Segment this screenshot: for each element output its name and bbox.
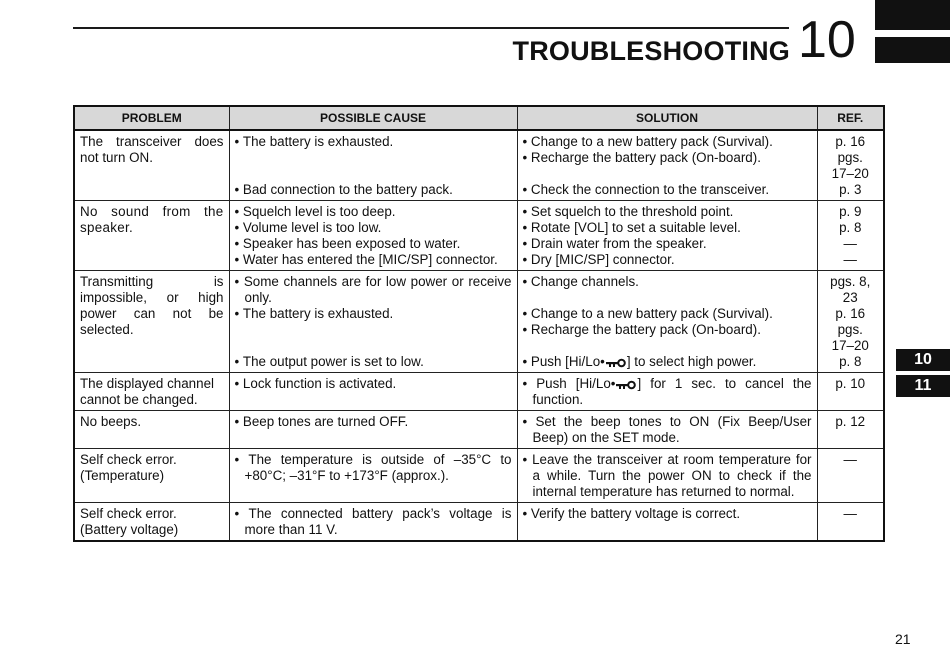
page-ref: p. 16 (835, 306, 866, 321)
key-icon (606, 358, 626, 368)
cause-cell (229, 411, 517, 449)
side-tab-chapter-11[interactable]: 11 (896, 375, 950, 397)
page-ref: 17–20 (831, 166, 869, 181)
solution-cell (517, 411, 817, 449)
header-ref: REF. (817, 106, 884, 130)
problem-text: The displayed channel cannot be changed. (80, 376, 214, 407)
page-ref: p. 8 (839, 220, 862, 235)
cause-item: • Speaker has been exposed to water. (235, 236, 512, 252)
cause-item: • Lock function is activated. (235, 376, 512, 392)
page-title: TROUBLESHOOTING (512, 36, 790, 66)
solution-item: • Verify the battery voltage is correct. (523, 506, 812, 522)
table-row (74, 373, 884, 411)
solution-cell (517, 503, 817, 542)
page-ref: p. 9 (839, 204, 862, 219)
chapter-tab-block-top (875, 0, 950, 30)
side-tab-chapter-10[interactable]: 10 (896, 349, 950, 371)
ref-cell (817, 373, 884, 411)
problem-text: No sound from the speaker. (80, 204, 224, 235)
ref-cell (817, 449, 884, 503)
cause-item: • Bad connection to the battery pack. (235, 182, 512, 198)
solution-cell (517, 373, 817, 411)
problem-text: Self check error. (Battery voltage) (80, 506, 179, 537)
table-row (74, 411, 884, 449)
cause-item: • Volume level is too low. (235, 220, 512, 236)
solution-item: • Set squelch to the threshold point. (523, 204, 812, 220)
chapter-tab-block-bottom (875, 37, 950, 63)
cause-cell (229, 271, 517, 373)
cause-item: • Beep tones are turned OFF. (235, 414, 512, 430)
page-ref: p. 8 (839, 354, 862, 369)
page-ref: p. 3 (839, 182, 862, 197)
solution-item: • Recharge the battery pack (On-board). (523, 322, 812, 338)
solution-item: • Push [Hi/Lo• ] to select high power. (523, 354, 812, 370)
page-ref: pgs. (837, 322, 863, 337)
problem-cell (74, 411, 229, 449)
solution-cell (517, 201, 817, 271)
problem-cell (74, 271, 229, 373)
cause-item: • The battery is exhausted. (235, 134, 512, 150)
solution-item: • Change to a new battery pack (Survival). (523, 306, 812, 322)
ref-cell (817, 503, 884, 542)
page-ref: — (843, 236, 857, 251)
ref-cell (817, 411, 884, 449)
problem-cell (74, 449, 229, 503)
key-icon (616, 380, 636, 390)
table-row (74, 271, 884, 373)
solution-item: • Check the connection to the transceiver. (523, 182, 812, 198)
page-ref: pgs. (837, 150, 863, 165)
problem-cell (74, 373, 229, 411)
solution-item: • Change channels. (523, 274, 812, 290)
problem-cell (74, 130, 229, 201)
solution-cell (517, 271, 817, 373)
solution-item: • Push [Hi/Lo• ] for 1 sec. to cancel the function. (523, 376, 812, 408)
ref-cell (817, 271, 884, 373)
cause-item: • The battery is exhausted. (235, 306, 512, 322)
solution-item: • Dry [MIC/SP] connector. (523, 252, 812, 268)
cause-item: • Some channels are for low power or receive only. (235, 274, 512, 306)
page-ref: p. 12 (835, 414, 866, 429)
problem-text: The transceiver does not turn ON. (80, 134, 224, 165)
ref-cell (817, 130, 884, 201)
page-ref: p. 16 (835, 134, 866, 149)
page-number: 21 (895, 631, 911, 647)
page-ref: p. 10 (835, 376, 866, 391)
cause-item: • The temperature is outside of –35°C to +80°C; –31°F to +173°F (approx.). (235, 452, 512, 484)
ref-cell (817, 201, 884, 271)
troubleshooting-table (73, 105, 885, 542)
header-possible-cause: POSSIBLE CAUSE (229, 106, 517, 130)
page-ref: 23 (842, 290, 858, 305)
solution-item: • Change to a new battery pack (Survival). (523, 134, 812, 150)
cause-cell (229, 373, 517, 411)
cause-cell (229, 201, 517, 271)
page-ref: — (843, 506, 857, 521)
solution-item: • Rotate [VOL] to set a suitable level. (523, 220, 812, 236)
solution-item: • Recharge the battery pack (On-board). (523, 150, 812, 166)
cause-cell (229, 130, 517, 201)
chapter-number: 10 (798, 11, 856, 69)
cause-cell (229, 503, 517, 542)
cause-item: • Squelch level is too deep. (235, 204, 512, 220)
table-row (74, 503, 884, 542)
cause-item: • The connected battery pack’s voltage is more than 11 V. (235, 506, 512, 538)
table-row (74, 130, 884, 201)
page-ref: — (843, 252, 857, 267)
table-header-row (74, 106, 884, 130)
header-rule (73, 27, 789, 29)
solution-item: • Set the beep tones to ON (Fix Beep/User Beep) on the SET mode. (523, 414, 812, 446)
problem-cell (74, 201, 229, 271)
table-row (74, 449, 884, 503)
problem-cell (74, 503, 229, 542)
cause-item: • The output power is set to low. (235, 354, 512, 370)
problem-text: Transmitting is impossible, or high power can not be selected. (80, 274, 224, 337)
solution-cell (517, 449, 817, 503)
solution-cell (517, 130, 817, 201)
cause-cell (229, 449, 517, 503)
solution-item: • Drain water from the speaker. (523, 236, 812, 252)
problem-text: Self check error. (Temperature) (80, 452, 177, 483)
solution-item: • Leave the transceiver at room temperature for a while. Turn the power ON to check if the internal temperature has returned to normal. (523, 452, 812, 500)
problem-text: No beeps. (80, 414, 142, 429)
table-row (74, 201, 884, 271)
page-ref: 17–20 (831, 338, 869, 353)
cause-item: • Water has entered the [MIC/SP] connector. (235, 252, 512, 268)
header-problem: PROBLEM (74, 106, 229, 130)
page-ref: — (843, 452, 857, 467)
page-ref: pgs. 8, (830, 274, 871, 289)
header-solution: SOLUTION (517, 106, 817, 130)
